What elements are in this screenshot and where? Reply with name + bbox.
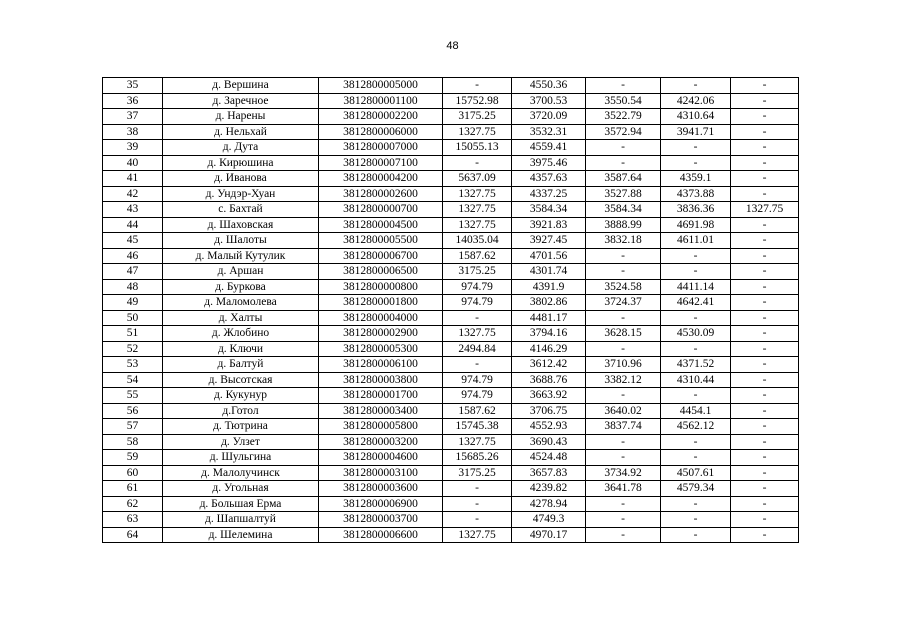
settlement-name-cell: д. Шалоты	[163, 233, 319, 249]
value-col-5-cell: 3794.16	[512, 326, 586, 342]
value-col-8-cell: -	[731, 512, 799, 528]
settlement-name-cell: д. Кукунур	[163, 388, 319, 404]
value-col-5-cell: 4278.94	[512, 496, 586, 512]
row-number-cell: 47	[103, 264, 163, 280]
table-row	[103, 217, 799, 233]
table-body	[103, 78, 799, 543]
row-number-cell: 53	[103, 357, 163, 373]
oktmo-code-cell: 3812800003200	[319, 434, 443, 450]
oktmo-code-cell: 3812800007000	[319, 140, 443, 156]
value-col-6-cell: 3524.58	[586, 279, 661, 295]
value-col-4-cell: -	[443, 481, 512, 497]
value-col-6-cell: -	[586, 496, 661, 512]
value-col-4-cell: 1587.62	[443, 403, 512, 419]
settlement-name-cell: д. Высотская	[163, 372, 319, 388]
table-row	[103, 388, 799, 404]
settlements-table	[102, 77, 799, 543]
row-number-cell: 37	[103, 109, 163, 125]
value-col-5-cell: 4391.9	[512, 279, 586, 295]
value-col-6-cell: 3832.18	[586, 233, 661, 249]
value-col-5-cell: 3657.83	[512, 465, 586, 481]
value-col-7-cell: -	[661, 450, 731, 466]
value-col-7-cell: 4411.14	[661, 279, 731, 295]
value-col-5-cell: 3700.53	[512, 93, 586, 109]
oktmo-code-cell: 3812800003600	[319, 481, 443, 497]
value-col-4-cell: 15752.98	[443, 93, 512, 109]
table-row	[103, 295, 799, 311]
value-col-6-cell: 3734.92	[586, 465, 661, 481]
settlement-name-cell: д. Ключи	[163, 341, 319, 357]
value-col-4-cell: 15685.26	[443, 450, 512, 466]
table-row	[103, 248, 799, 264]
value-col-7-cell: 4242.06	[661, 93, 731, 109]
settlement-name-cell: д. Балтуй	[163, 357, 319, 373]
table-row	[103, 403, 799, 419]
oktmo-code-cell: 3812800000800	[319, 279, 443, 295]
table-row	[103, 465, 799, 481]
oktmo-code-cell: 3812800006700	[319, 248, 443, 264]
value-col-6-cell: -	[586, 248, 661, 264]
value-col-6-cell: -	[586, 512, 661, 528]
value-col-6-cell: -	[586, 388, 661, 404]
value-col-4-cell: 1327.75	[443, 202, 512, 218]
value-col-4-cell: 3175.25	[443, 264, 512, 280]
value-col-6-cell: -	[586, 78, 661, 94]
value-col-7-cell: 4691.98	[661, 217, 731, 233]
value-col-8-cell: -	[731, 419, 799, 435]
oktmo-code-cell: 3812800006000	[319, 124, 443, 140]
row-number-cell: 54	[103, 372, 163, 388]
value-col-7-cell: -	[661, 310, 731, 326]
value-col-4-cell: 1587.62	[443, 248, 512, 264]
row-number-cell: 61	[103, 481, 163, 497]
value-col-4-cell: 974.79	[443, 388, 512, 404]
row-number-cell: 38	[103, 124, 163, 140]
value-col-8-cell: -	[731, 93, 799, 109]
settlement-name-cell: д. Тютрина	[163, 419, 319, 435]
row-number-cell: 41	[103, 171, 163, 187]
value-col-4-cell: 1327.75	[443, 124, 512, 140]
table-row	[103, 357, 799, 373]
value-col-7-cell: -	[661, 388, 731, 404]
value-col-5-cell: 4524.48	[512, 450, 586, 466]
settlement-name-cell: д. Маломолева	[163, 295, 319, 311]
value-col-5-cell: 3921.83	[512, 217, 586, 233]
value-col-7-cell: -	[661, 155, 731, 171]
value-col-8-cell: -	[731, 372, 799, 388]
table-row	[103, 233, 799, 249]
value-col-8-cell: -	[731, 357, 799, 373]
value-col-6-cell: -	[586, 310, 661, 326]
table-row	[103, 186, 799, 202]
settlement-name-cell: д. Угольная	[163, 481, 319, 497]
value-col-5-cell: 3802.86	[512, 295, 586, 311]
value-col-4-cell: 1327.75	[443, 186, 512, 202]
row-number-cell: 51	[103, 326, 163, 342]
oktmo-code-cell: 3812800005800	[319, 419, 443, 435]
oktmo-code-cell: 3812800001800	[319, 295, 443, 311]
row-number-cell: 49	[103, 295, 163, 311]
value-col-5-cell: 4552.93	[512, 419, 586, 435]
oktmo-code-cell: 3812800000700	[319, 202, 443, 218]
table-row	[103, 341, 799, 357]
table-row	[103, 481, 799, 497]
table-row	[103, 140, 799, 156]
value-col-8-cell: -	[731, 124, 799, 140]
value-col-7-cell: -	[661, 512, 731, 528]
settlement-name-cell: д. Большая Ерма	[163, 496, 319, 512]
value-col-8-cell: -	[731, 527, 799, 543]
table-row	[103, 109, 799, 125]
value-col-4-cell: 974.79	[443, 295, 512, 311]
row-number-cell: 58	[103, 434, 163, 450]
table-row	[103, 264, 799, 280]
value-col-6-cell: 3641.78	[586, 481, 661, 497]
value-col-6-cell: -	[586, 434, 661, 450]
value-col-5-cell: 3706.75	[512, 403, 586, 419]
settlement-name-cell: д. Ундэр-Хуан	[163, 186, 319, 202]
value-col-6-cell: 3587.64	[586, 171, 661, 187]
settlement-name-cell: д. Аршан	[163, 264, 319, 280]
value-col-6-cell: -	[586, 140, 661, 156]
value-col-8-cell: -	[731, 388, 799, 404]
value-col-7-cell: -	[661, 140, 731, 156]
settlement-name-cell: д. Малый Кутулик	[163, 248, 319, 264]
value-col-7-cell: 4373.88	[661, 186, 731, 202]
value-col-4-cell: 974.79	[443, 372, 512, 388]
row-number-cell: 50	[103, 310, 163, 326]
value-col-6-cell: 3572.94	[586, 124, 661, 140]
value-col-6-cell: 3522.79	[586, 109, 661, 125]
page-number: 48	[446, 40, 459, 52]
value-col-8-cell: -	[731, 217, 799, 233]
row-number-cell: 63	[103, 512, 163, 528]
value-col-4-cell: 14035.04	[443, 233, 512, 249]
value-col-4-cell: 15055.13	[443, 140, 512, 156]
settlement-name-cell: д. Заречное	[163, 93, 319, 109]
value-col-5-cell: 4550.36	[512, 78, 586, 94]
value-col-7-cell: 4310.44	[661, 372, 731, 388]
value-col-6-cell: 3837.74	[586, 419, 661, 435]
settlement-name-cell: д. Дута	[163, 140, 319, 156]
value-col-4-cell: 3175.25	[443, 465, 512, 481]
value-col-5-cell: 4559.41	[512, 140, 586, 156]
value-col-6-cell: -	[586, 450, 661, 466]
value-col-5-cell: 4749.3	[512, 512, 586, 528]
row-number-cell: 43	[103, 202, 163, 218]
value-col-8-cell: -	[731, 341, 799, 357]
value-col-4-cell: 5637.09	[443, 171, 512, 187]
oktmo-code-cell: 3812800001100	[319, 93, 443, 109]
value-col-8-cell: -	[731, 279, 799, 295]
value-col-8-cell: -	[731, 248, 799, 264]
table-row	[103, 434, 799, 450]
settlement-name-cell: д. Вершина	[163, 78, 319, 94]
value-col-7-cell: -	[661, 264, 731, 280]
row-number-cell: 46	[103, 248, 163, 264]
settlement-name-cell: д. Шапшалтуй	[163, 512, 319, 528]
value-col-4-cell: -	[443, 310, 512, 326]
value-col-6-cell: -	[586, 264, 661, 280]
value-col-6-cell: 3888.99	[586, 217, 661, 233]
value-col-5-cell: 3975.46	[512, 155, 586, 171]
value-col-4-cell: 1327.75	[443, 326, 512, 342]
value-col-8-cell: -	[731, 450, 799, 466]
row-number-cell: 55	[103, 388, 163, 404]
oktmo-code-cell: 3812800007100	[319, 155, 443, 171]
row-number-cell: 39	[103, 140, 163, 156]
settlement-name-cell: д. Нельхай	[163, 124, 319, 140]
settlement-name-cell: д. Шульгина	[163, 450, 319, 466]
value-col-8-cell: -	[731, 326, 799, 342]
oktmo-code-cell: 3812800002600	[319, 186, 443, 202]
value-col-8-cell: -	[731, 465, 799, 481]
value-col-7-cell: -	[661, 248, 731, 264]
row-number-cell: 56	[103, 403, 163, 419]
table-row	[103, 496, 799, 512]
value-col-4-cell: -	[443, 155, 512, 171]
value-col-7-cell: 4611.01	[661, 233, 731, 249]
value-col-5-cell: 4970.17	[512, 527, 586, 543]
value-col-5-cell: 3663.92	[512, 388, 586, 404]
value-col-6-cell: 3724.37	[586, 295, 661, 311]
oktmo-code-cell: 3812800003700	[319, 512, 443, 528]
oktmo-code-cell: 3812800004200	[319, 171, 443, 187]
value-col-4-cell: 15745.38	[443, 419, 512, 435]
table-row	[103, 310, 799, 326]
value-col-7-cell: -	[661, 496, 731, 512]
table-row	[103, 512, 799, 528]
settlement-name-cell: д. Шаховская	[163, 217, 319, 233]
row-number-cell: 62	[103, 496, 163, 512]
value-col-5-cell: 3690.43	[512, 434, 586, 450]
value-col-6-cell: 3550.54	[586, 93, 661, 109]
value-col-7-cell: -	[661, 434, 731, 450]
value-col-8-cell: -	[731, 171, 799, 187]
table-row	[103, 527, 799, 543]
value-col-8-cell: -	[731, 109, 799, 125]
value-col-4-cell: 974.79	[443, 279, 512, 295]
row-number-cell: 64	[103, 527, 163, 543]
value-col-5-cell: 3612.42	[512, 357, 586, 373]
value-col-7-cell: 4579.34	[661, 481, 731, 497]
value-col-7-cell: -	[661, 341, 731, 357]
value-col-4-cell: 1327.75	[443, 434, 512, 450]
value-col-5-cell: 4701.56	[512, 248, 586, 264]
row-number-cell: 40	[103, 155, 163, 171]
table-row	[103, 171, 799, 187]
oktmo-code-cell: 3812800005000	[319, 78, 443, 94]
value-col-8-cell: -	[731, 481, 799, 497]
row-number-cell: 35	[103, 78, 163, 94]
value-col-6-cell: 3710.96	[586, 357, 661, 373]
value-col-4-cell: -	[443, 512, 512, 528]
settlement-name-cell: д. Кирюшина	[163, 155, 319, 171]
value-col-5-cell: 4337.25	[512, 186, 586, 202]
value-col-5-cell: 3927.45	[512, 233, 586, 249]
value-col-8-cell: -	[731, 295, 799, 311]
value-col-8-cell: 1327.75	[731, 202, 799, 218]
oktmo-code-cell: 3812800006100	[319, 357, 443, 373]
value-col-4-cell: -	[443, 496, 512, 512]
settlement-name-cell: д. Нарены	[163, 109, 319, 125]
oktmo-code-cell: 3812800002900	[319, 326, 443, 342]
settlement-name-cell: д. Халты	[163, 310, 319, 326]
oktmo-code-cell: 3812800003100	[319, 465, 443, 481]
value-col-5-cell: 3532.31	[512, 124, 586, 140]
value-col-6-cell: 3527.88	[586, 186, 661, 202]
value-col-8-cell: -	[731, 434, 799, 450]
oktmo-code-cell: 3812800006500	[319, 264, 443, 280]
value-col-7-cell: -	[661, 527, 731, 543]
oktmo-code-cell: 3812800003800	[319, 372, 443, 388]
table-row	[103, 326, 799, 342]
settlement-name-cell: д. Малолучинск	[163, 465, 319, 481]
value-col-7-cell: 4642.41	[661, 295, 731, 311]
row-number-cell: 36	[103, 93, 163, 109]
value-col-8-cell: -	[731, 496, 799, 512]
value-col-6-cell: 3640.02	[586, 403, 661, 419]
value-col-6-cell: -	[586, 155, 661, 171]
value-col-7-cell: 4359.1	[661, 171, 731, 187]
oktmo-code-cell: 3812800005500	[319, 233, 443, 249]
value-col-5-cell: 3584.34	[512, 202, 586, 218]
oktmo-code-cell: 3812800003400	[319, 403, 443, 419]
value-col-7-cell: -	[661, 78, 731, 94]
value-col-7-cell: 4454.1	[661, 403, 731, 419]
settlement-name-cell: д.Готол	[163, 403, 319, 419]
settlement-name-cell: д. Шелемина	[163, 527, 319, 543]
value-col-5-cell: 4357.63	[512, 171, 586, 187]
settlement-name-cell: д. Жлобино	[163, 326, 319, 342]
oktmo-code-cell: 3812800005300	[319, 341, 443, 357]
value-col-4-cell: -	[443, 357, 512, 373]
value-col-5-cell: 3720.09	[512, 109, 586, 125]
value-col-5-cell: 3688.76	[512, 372, 586, 388]
row-number-cell: 57	[103, 419, 163, 435]
value-col-6-cell: -	[586, 527, 661, 543]
value-col-5-cell: 4481.17	[512, 310, 586, 326]
value-col-8-cell: -	[731, 233, 799, 249]
value-col-8-cell: -	[731, 186, 799, 202]
row-number-cell: 42	[103, 186, 163, 202]
value-col-7-cell: 4507.61	[661, 465, 731, 481]
table-row	[103, 450, 799, 466]
value-col-7-cell: 3941.71	[661, 124, 731, 140]
oktmo-code-cell: 3812800002200	[319, 109, 443, 125]
settlement-name-cell: д. Буркова	[163, 279, 319, 295]
value-col-4-cell: 1327.75	[443, 217, 512, 233]
table-row	[103, 78, 799, 94]
row-number-cell: 60	[103, 465, 163, 481]
value-col-6-cell: 3382.12	[586, 372, 661, 388]
value-col-8-cell: -	[731, 310, 799, 326]
oktmo-code-cell: 3812800004000	[319, 310, 443, 326]
value-col-8-cell: -	[731, 140, 799, 156]
row-number-cell: 52	[103, 341, 163, 357]
settlement-name-cell: с. Бахтай	[163, 202, 319, 218]
row-number-cell: 59	[103, 450, 163, 466]
value-col-4-cell: 1327.75	[443, 527, 512, 543]
settlement-name-cell: д. Иванова	[163, 171, 319, 187]
oktmo-code-cell: 3812800001700	[319, 388, 443, 404]
table-row	[103, 93, 799, 109]
value-col-6-cell: 3584.34	[586, 202, 661, 218]
row-number-cell: 44	[103, 217, 163, 233]
settlement-name-cell: д. Улзет	[163, 434, 319, 450]
value-col-8-cell: -	[731, 78, 799, 94]
value-col-4-cell: -	[443, 78, 512, 94]
value-col-5-cell: 4146.29	[512, 341, 586, 357]
value-col-5-cell: 4301.74	[512, 264, 586, 280]
row-number-cell: 45	[103, 233, 163, 249]
oktmo-code-cell: 3812800006600	[319, 527, 443, 543]
table-row	[103, 124, 799, 140]
value-col-7-cell: 4530.09	[661, 326, 731, 342]
value-col-6-cell: 3628.15	[586, 326, 661, 342]
value-col-7-cell: 4310.64	[661, 109, 731, 125]
oktmo-code-cell: 3812800004600	[319, 450, 443, 466]
value-col-4-cell: 3175.25	[443, 109, 512, 125]
value-col-7-cell: 3836.36	[661, 202, 731, 218]
value-col-6-cell: -	[586, 341, 661, 357]
value-col-7-cell: 4562.12	[661, 419, 731, 435]
table-row	[103, 202, 799, 218]
value-col-5-cell: 4239.82	[512, 481, 586, 497]
table-row	[103, 155, 799, 171]
value-col-8-cell: -	[731, 264, 799, 280]
value-col-8-cell: -	[731, 155, 799, 171]
table-row	[103, 279, 799, 295]
value-col-4-cell: 2494.84	[443, 341, 512, 357]
oktmo-code-cell: 3812800004500	[319, 217, 443, 233]
oktmo-code-cell: 3812800006900	[319, 496, 443, 512]
value-col-7-cell: 4371.52	[661, 357, 731, 373]
table-row	[103, 419, 799, 435]
value-col-8-cell: -	[731, 403, 799, 419]
table-row	[103, 372, 799, 388]
row-number-cell: 48	[103, 279, 163, 295]
